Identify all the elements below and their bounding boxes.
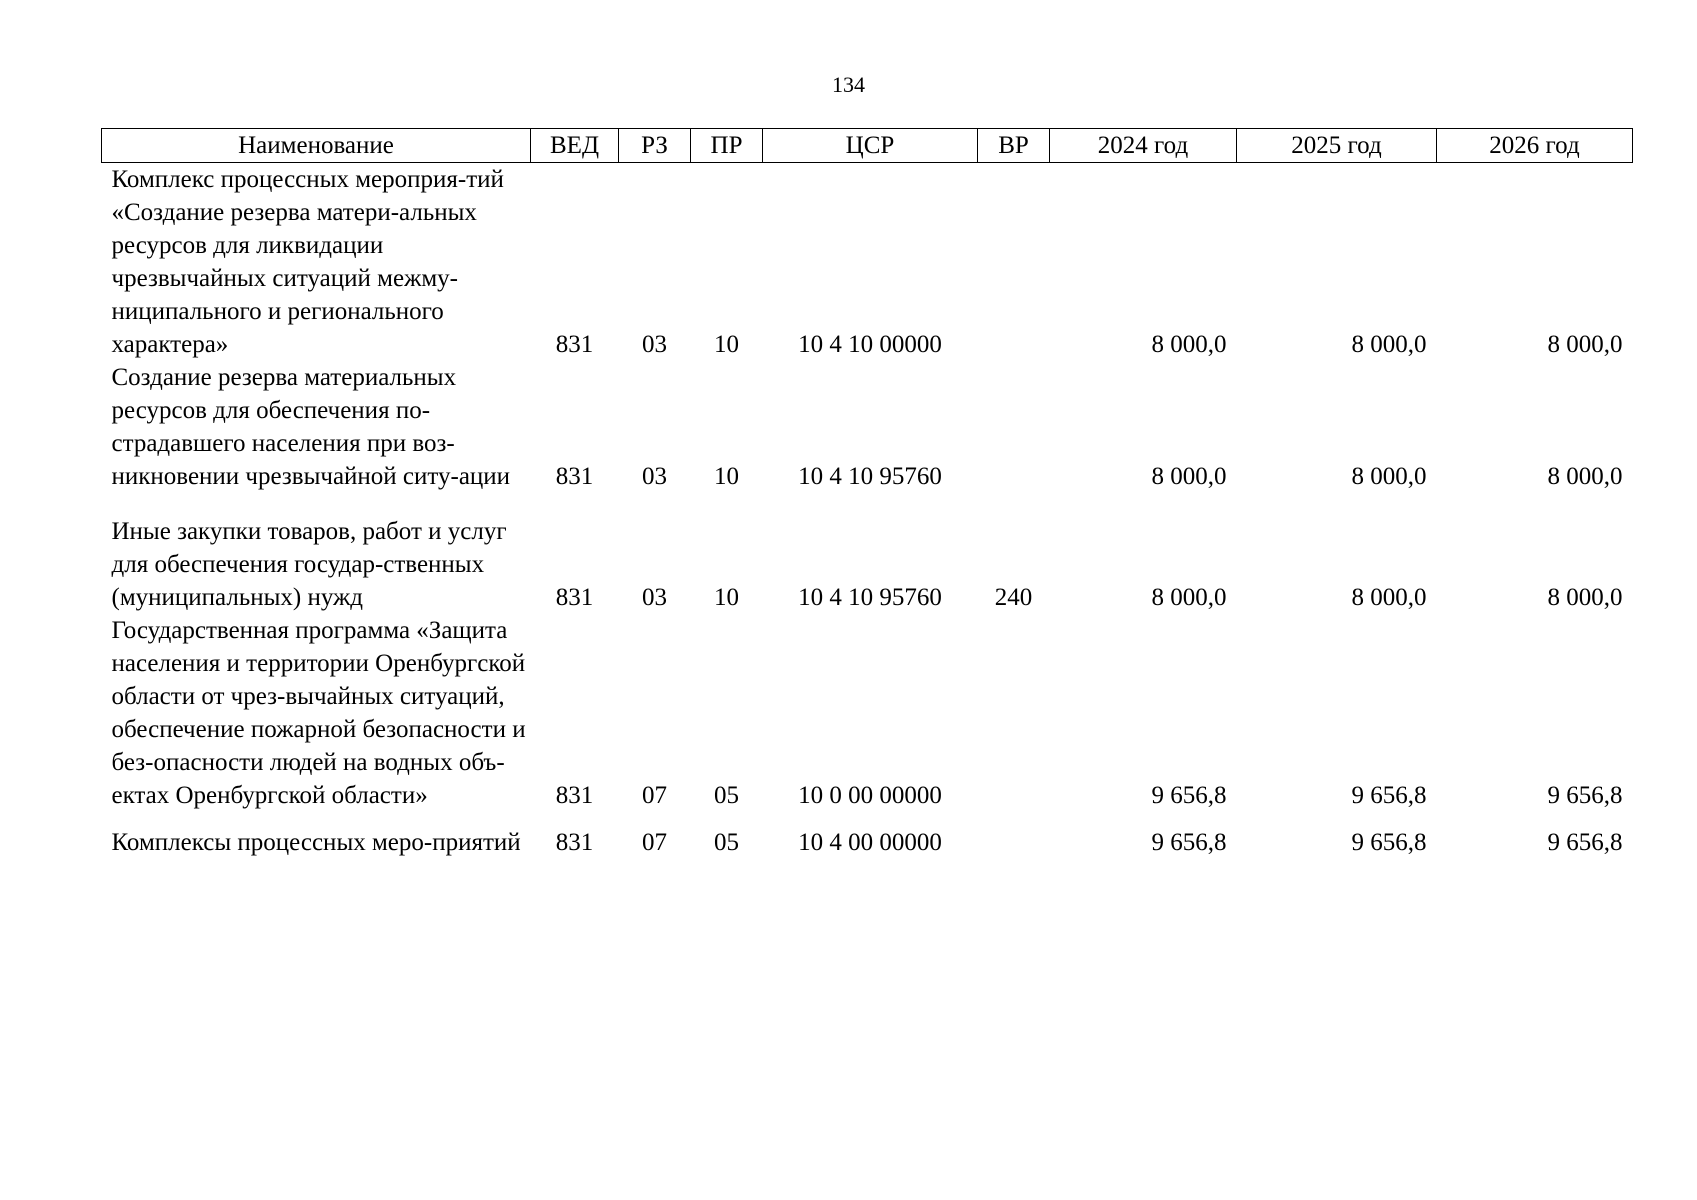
header-csr: ЦСР bbox=[763, 129, 978, 163]
row-name: Комплекс процессных мероприя-тий «Создание резерва матери-альных ресурсов для ликвидации чрезвычайных ситуаций межму-ниципального и регионального характера» bbox=[111, 166, 504, 358]
row-name: Создание резерва материальных ресурсов для обеспечения по-страдавшего населения при воз-никновении чрезвычайной ситу-ации bbox=[111, 364, 511, 490]
row-name: Комплексы процессных меро-приятий bbox=[111, 829, 521, 856]
row-pr: 10 bbox=[714, 584, 739, 611]
header-2025: 2025 год bbox=[1237, 129, 1437, 163]
row-2025: 9 656,8 bbox=[1351, 782, 1427, 809]
row-pr: 05 bbox=[714, 782, 739, 809]
row-csr: 10 4 00 00000 bbox=[798, 829, 942, 856]
row-ved: 831 bbox=[555, 829, 594, 856]
row-pr: 10 bbox=[714, 331, 739, 358]
header-2026: 2026 год bbox=[1437, 129, 1633, 163]
row-2024: 8 000,0 bbox=[1151, 331, 1227, 358]
header-vr: ВР bbox=[978, 129, 1050, 163]
table-row bbox=[102, 361, 1633, 493]
row-2024: 9 656,8 bbox=[1151, 782, 1227, 809]
row-csr: 10 4 10 00000 bbox=[798, 331, 942, 358]
header-row bbox=[102, 129, 1633, 163]
header-ved: ВЕД bbox=[531, 129, 619, 163]
row-vr: 240 bbox=[994, 584, 1033, 611]
row-2026: 9 656,8 bbox=[1547, 829, 1623, 856]
row-vr bbox=[978, 163, 1050, 362]
budget-table bbox=[101, 128, 1633, 859]
table-row bbox=[102, 812, 1633, 859]
header-2024: 2024 год bbox=[1050, 129, 1237, 163]
table-row bbox=[102, 614, 1633, 812]
row-ved: 831 bbox=[555, 584, 594, 611]
row-vr bbox=[978, 361, 1050, 493]
row-2026: 8 000,0 bbox=[1547, 463, 1623, 490]
row-2025: 9 656,8 bbox=[1351, 829, 1427, 856]
table-row bbox=[102, 493, 1633, 614]
row-pr: 10 bbox=[714, 463, 739, 490]
row-2024: 8 000,0 bbox=[1151, 463, 1227, 490]
row-2025: 8 000,0 bbox=[1351, 331, 1427, 358]
row-rz: 03 bbox=[642, 463, 667, 490]
row-2025: 8 000,0 bbox=[1351, 463, 1427, 490]
row-vr bbox=[978, 812, 1050, 859]
row-rz: 03 bbox=[642, 331, 667, 358]
row-name: Иные закупки товаров, работ и услуг для обеспечения государ-ственных (муниципальных) нужд bbox=[111, 518, 507, 611]
row-2025: 8 000,0 bbox=[1351, 584, 1427, 611]
row-name: Государственная программа «Защита населения и территории Оренбургской области от чрез-вычайных ситуаций, обеспечение пожарной безопасности и без-опасности людей на водных объ-ектах Оренбургской области» bbox=[111, 617, 526, 809]
row-rz: 03 bbox=[642, 584, 667, 611]
row-2024: 8 000,0 bbox=[1151, 584, 1227, 611]
header-rz: РЗ bbox=[619, 129, 691, 163]
table-row bbox=[102, 163, 1633, 362]
row-pr: 05 bbox=[714, 829, 739, 856]
row-ved: 831 bbox=[555, 782, 594, 809]
header-name: Наименование bbox=[102, 129, 531, 163]
row-rz: 07 bbox=[642, 782, 667, 809]
header-pr: ПР bbox=[691, 129, 763, 163]
row-vr bbox=[978, 614, 1050, 812]
row-csr: 10 0 00 00000 bbox=[798, 782, 942, 809]
row-rz: 07 bbox=[642, 829, 667, 856]
row-csr: 10 4 10 95760 bbox=[798, 463, 942, 490]
row-ved: 831 bbox=[555, 331, 594, 358]
row-2026: 8 000,0 bbox=[1547, 584, 1623, 611]
page-number: 134 bbox=[832, 72, 865, 97]
row-2026: 8 000,0 bbox=[1547, 331, 1623, 358]
row-2024: 9 656,8 bbox=[1151, 829, 1227, 856]
row-csr: 10 4 10 95760 bbox=[798, 584, 942, 611]
row-2026: 9 656,8 bbox=[1547, 782, 1623, 809]
row-ved: 831 bbox=[555, 463, 594, 490]
